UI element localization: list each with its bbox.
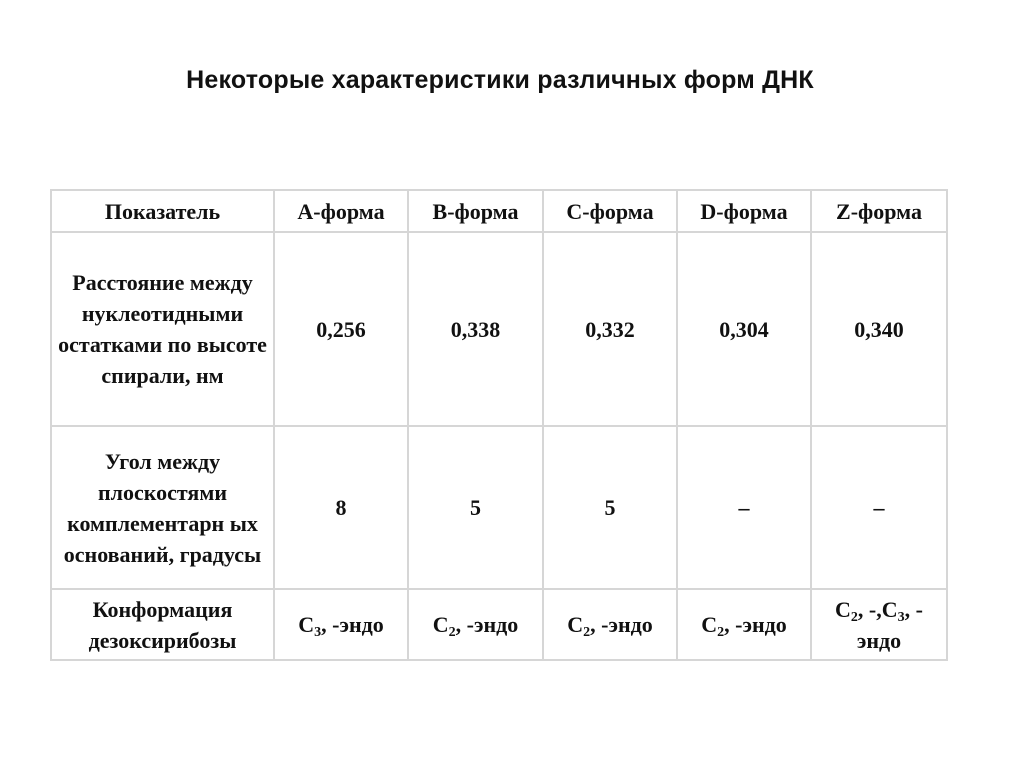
cell-value: 5: [543, 426, 677, 589]
cell-value: 0,338: [408, 232, 543, 426]
cell-conformation: $С_2$, -эндо: [677, 589, 811, 660]
cell-conformation: $С_2$, -эндо: [543, 589, 677, 660]
cell-value: –: [677, 426, 811, 589]
table-row: [51, 426, 947, 589]
row-label-conformation: Конформация дезоксирибозы: [51, 589, 274, 660]
cell-value: 0,256: [274, 232, 408, 426]
cell-conformation: $С_3$, -эндо: [274, 589, 408, 660]
cell-value: 8: [274, 426, 408, 589]
cell-value: 5: [408, 426, 543, 589]
table-row: [51, 589, 947, 660]
cell-value: 0,304: [677, 232, 811, 426]
cell-conformation: $С_2$, $-,С_3$, - эндо: [811, 589, 947, 660]
cell-value: 0,332: [543, 232, 677, 426]
header-z-form: Z-форма: [811, 190, 947, 232]
header-indicator: Показатель: [51, 190, 274, 232]
cell-value: –: [811, 426, 947, 589]
header-b-form: В-форма: [408, 190, 543, 232]
dna-forms-table: [50, 189, 948, 661]
cell-conformation: $С_2$, -эндо: [408, 589, 543, 660]
page-title: Некоторые характеристики различных форм ДНК: [186, 66, 814, 94]
table-header-row: [51, 190, 947, 232]
header-c-form: С-форма: [543, 190, 677, 232]
table-row: [51, 232, 947, 426]
row-label-distance: Расстояние между нуклеотидными остатками по высоте спирали, нм: [51, 232, 274, 426]
row-label-angle: Угол между плоскостями комплементарн ых оснований, градусы: [51, 426, 274, 589]
header-a-form: А-форма: [274, 190, 408, 232]
cell-value: 0,340: [811, 232, 947, 426]
header-d-form: D-форма: [677, 190, 811, 232]
